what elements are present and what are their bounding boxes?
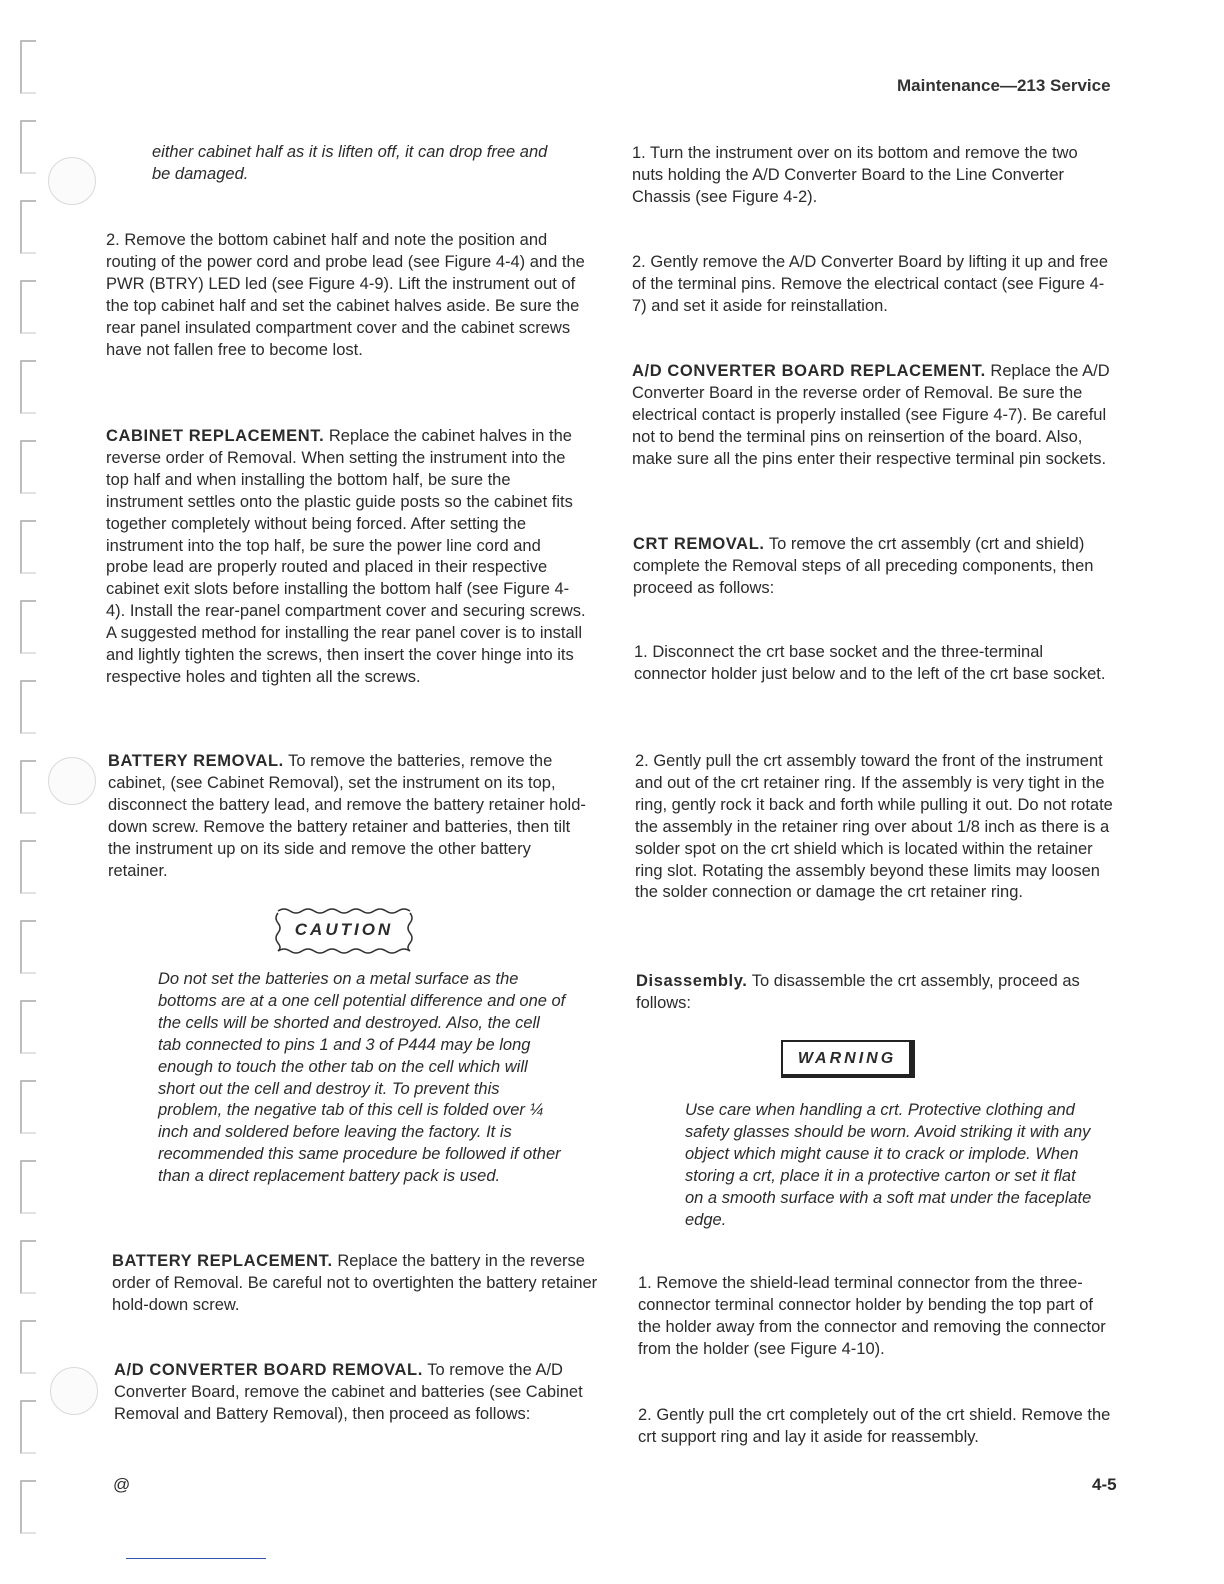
punch-hole — [48, 157, 96, 205]
margin-tab — [20, 920, 36, 974]
caution-text: Do not set the batteries on a metal surface as the bottoms are at a one cell potential difference and one of the cells will be shorted and destroyed. Also, the cell tab connected to pins 1 and 3 of P444 may be long enough to touch the other tab on the cell which will short out the cell and destroy it. To prevent this problem, the negative tab of this cell is folded over ¼ inch and soldered before leaving the factory. It is recommended this same procedure be followed if other than a direct replacement battery pack is used. — [158, 970, 566, 1186]
margin-tab — [20, 360, 36, 414]
footer-mark: @ — [113, 1475, 131, 1494]
disassembly-step-2: 2. Gently pull the crt completely out of the crt shield. Remove the crt support ring and lay it aside for reassembly. — [638, 1406, 1111, 1446]
crt-step-2: 2. Gently pull the crt assembly toward the front of the instrument and out of the crt retainer ring. If the assembly is very tight in the ring, gently rock it back and forth while pulling it out. Do not rotate the assembly in the retainer ring over about 1/8 inch as there is a solder spot on the crt shield which is located within the retainer ring slot. Rotating the assembly beyond these limits may loosen the solder connection or damage the crt retainer ring. — [635, 752, 1113, 902]
disassembly-paragraph — [636, 971, 1112, 1015]
caution-label: CAUTION — [294, 920, 394, 939]
cabinet-replacement-heading: CABINET REPLACEMENT. — [106, 427, 325, 445]
margin-tab — [20, 760, 36, 814]
ad-removal-body: To remove the A/D Converter Board, remove the cabinet and batteries (see Cabinet Removal and Battery Removal), then proceed as follows: — [114, 1361, 583, 1423]
margin-tab — [20, 280, 36, 334]
margin-tab — [20, 1240, 36, 1294]
disassembly-heading: Disassembly. — [636, 972, 748, 990]
margin-tab — [20, 1400, 36, 1454]
battery-removal-paragraph — [108, 751, 590, 882]
cabinet-replacement-body: Replace the cabinet halves in the reverse order of Removal. When setting the instrument into the top half and when installing the bottom half, be sure the instrument settles onto the plastic guide posts so the cabinet fits together completely without being forced. After setting the instrument into the top half, be sure the power line cord and probe lead are properly routed and placed in their respective cabinet exit slots before installing the bottom half (see Figure 4-4). Install the rear-panel compartment cover and securing screws. A suggested method for installing the rear panel cover is to install and lightly tighten the screws, then insert the cover hinge into its respective holes and tighten all the screws. — [106, 427, 586, 686]
margin-tab — [20, 520, 36, 574]
ad-removal-paragraph — [114, 1360, 590, 1426]
cabinet-step-2: 2. Remove the bottom cabinet half and note the position and routing of the power cord and probe lead (see Figure 4-4) and the PWR (BTRY) LED led (see Figure 4-9). Lift the instrument out of the top cabinet half and set the cabinet halves aside. Be sure the rear panel insulated compartment cover and the cabinet screws have not fallen free to become lost. — [106, 231, 585, 359]
margin-tab — [20, 440, 36, 494]
warning-text: Use care when handling a crt. Protective clothing and safety glasses should be worn. Avoid striking it with any object which might cause it to crack or implode. When storing a crt, place it in a protective carton or set it flat on a smooth surface with a soft mat under the faceplate edge. — [685, 1101, 1092, 1229]
margin-tab — [20, 1000, 36, 1054]
disassembly-step-1: 1. Remove the shield-lead terminal connector from the three-connector terminal connector holder by bending the top part of the holder away from the connector and removing the connector from the holder (see Figure 4-10). — [638, 1274, 1106, 1358]
battery-removal-body: To remove the batteries, remove the cabinet, (see Cabinet Removal), set the instrument on its top, disconnect the battery lead, and remove the battery retainer hold-down screw. Remove the battery retainer and batteries, then tilt the instrument up on its side and remove the other battery retainer. — [108, 752, 586, 880]
cabinet-warning-continued: either cabinet half as it is liften off, it can drop free and be damaged. — [152, 143, 548, 183]
ad-step-2: 2. Gently remove the A/D Converter Board by lifting it up and free of the terminal pins. Remove the electrical contact (see Figure 4-7) and set it aside for reinstallation. — [632, 253, 1108, 315]
battery-replacement-paragraph — [112, 1251, 598, 1317]
punch-hole — [48, 757, 96, 805]
bottom-rule — [126, 1558, 266, 1559]
margin-tab — [20, 1160, 36, 1214]
disassembly-body: To disassemble the crt assembly, proceed as follows: — [636, 972, 1080, 1012]
margin-tab — [20, 200, 36, 254]
ad-replacement-paragraph — [632, 361, 1118, 471]
ad-removal-heading: A/D CONVERTER BOARD REMOVAL. — [114, 1361, 423, 1379]
punch-hole — [50, 1367, 98, 1415]
warning-label-box — [781, 1040, 915, 1078]
crt-removal-paragraph — [633, 534, 1113, 600]
ad-step-1: 1. Turn the instrument over on its bottom and remove the two nuts holding the A/D Converter Board to the Line Converter Chassis (see Figure 4-2). — [632, 144, 1078, 206]
battery-replacement-heading: BATTERY REPLACEMENT. — [112, 1252, 333, 1270]
margin-tab — [20, 1480, 36, 1534]
page-number: 4-5 — [1092, 1475, 1117, 1494]
ad-replacement-heading: A/D CONVERTER BOARD REPLACEMENT. — [632, 362, 986, 380]
margin-tab — [20, 600, 36, 654]
warning-label: WARNING — [797, 1050, 897, 1067]
battery-replacement-body: Replace the battery in the reverse order of Removal. Be careful not to overtighten the battery retainer hold-down screw. — [112, 1252, 598, 1314]
margin-tab — [20, 1080, 36, 1134]
crt-step-1: 1. Disconnect the crt base socket and the three-terminal connector holder just below and to the left of the crt base socket. — [634, 643, 1106, 683]
page-header: Maintenance—213 Service — [897, 76, 1111, 95]
cabinet-replacement-paragraph — [106, 426, 586, 689]
margin-tab — [20, 40, 36, 94]
margin-tab — [20, 840, 36, 894]
margin-tab — [20, 680, 36, 734]
ad-replacement-body: Replace the A/D Converter Board in the reverse order of Removal. Be sure the electrical contact is properly installed (see Figure 4-7). Be careful not to bend the terminal pins on reinsertion of the board. Also, make sure all the pins enter their respective terminal pin sockets. — [632, 362, 1110, 468]
crt-removal-heading: CRT REMOVAL. — [633, 535, 765, 553]
margin-tab — [20, 1320, 36, 1374]
battery-removal-heading: BATTERY REMOVAL. — [108, 752, 284, 770]
caution-label-box — [274, 905, 414, 955]
binder-margin — [18, 0, 48, 1584]
crt-removal-body: To remove the crt assembly (crt and shield) complete the Removal steps of all preceding components, then proceed as follows: — [633, 535, 1094, 597]
margin-tab — [20, 120, 36, 174]
